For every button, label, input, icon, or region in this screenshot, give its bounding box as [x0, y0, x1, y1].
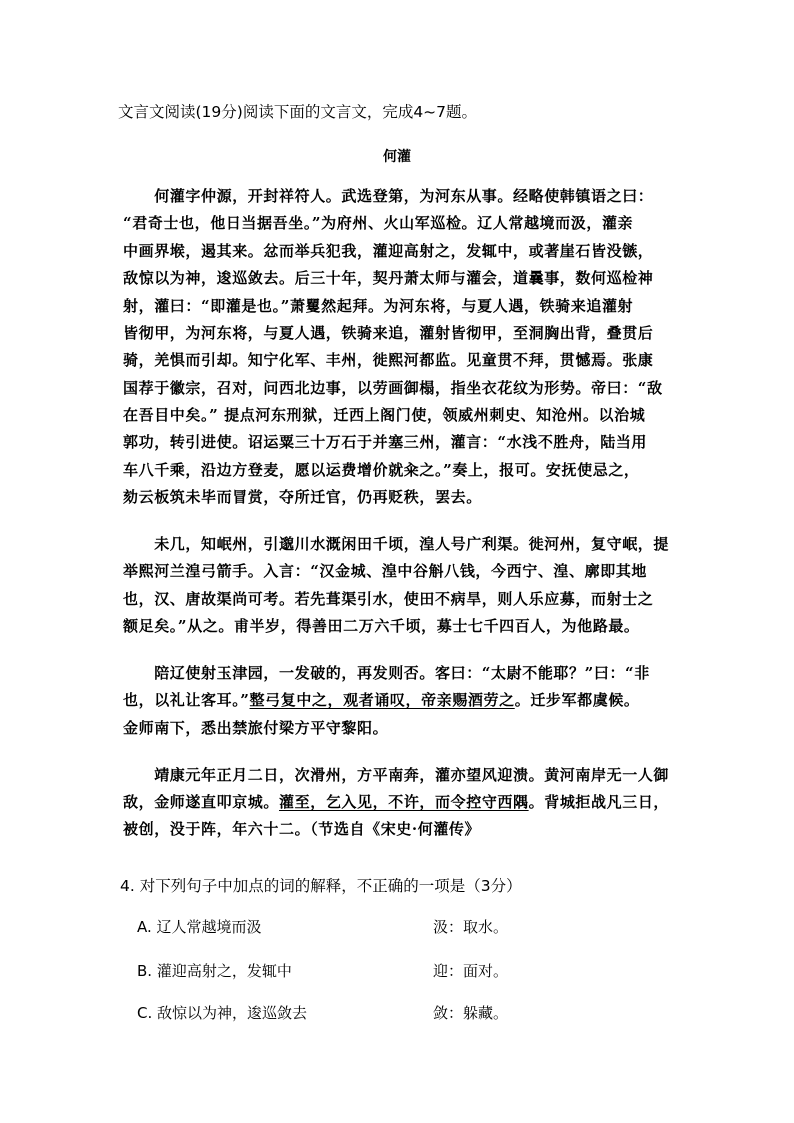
text-line: 骑，羌惧而引却。知宁化军、丰州，徙熙河都监。见童贯不拜，贯憾焉。张康 [123, 351, 654, 369]
text-line: 敌惊以为神，逡巡敛去。后三十年，契丹萧太师与灌会，道曩事，数何巡检神 [123, 269, 654, 287]
text-line: 在吾目中矣。” 提点河东刑狱，迁西上阁门使，领威州刺史、知沧州。以治城 [123, 406, 646, 424]
text-line: 射，灌曰：“即灌是也。”萧矍然起拜。为河东将，与夏人遇，铁骑来追灌射 [123, 297, 634, 315]
intro-line: 文言文阅读(19分)阅读下面的文言文，完成4~7题。 [118, 103, 478, 121]
text-line: 额足矣。”从之。甫半岁，得善田二万六千顷，募士七千四百人，为他路最。 [123, 617, 640, 635]
text-line: 何灌字仲源，开封祥符人。武选登第，为河东从事。经略使韩镇语之曰： [123, 187, 654, 205]
option-a-explain: 汲：取水。 [433, 918, 509, 936]
text-line [123, 689, 640, 710]
option-a-text: A. 辽人常越境而汲 [137, 918, 262, 936]
text-line: “君奇士也，他日当据吾坐。”为府州、火山军巡检。辽人常越境而汲，灌亲 [123, 214, 634, 232]
text-segment: 也，以礼让客耳。” [123, 691, 250, 709]
underlined-sentence: 灌至，乞入见，不许，而令控守西隅 [279, 793, 529, 811]
passage-title: 何灌 [383, 149, 411, 165]
text-line: 中画界堠，遏其来。忿而举兵犯我，灌迎高射之，发辄中，或著崖石皆没镞， [123, 242, 654, 260]
option-b-explain: 迎：面对。 [433, 962, 509, 980]
text-line: 陪辽使射玉津园，一发破的，再发则否。客曰：“太尉不能耶？”曰：“非 [123, 664, 650, 682]
text-segment: 敌，金师遂直叩京城。 [123, 793, 280, 811]
text-segment: 。迁步军都虞候。 [514, 691, 640, 709]
text-line: 也，汉、唐故渠尚可考。若先葺渠引水，使田不病旱，则人乐应募，而射士之 [123, 590, 654, 608]
text-line [123, 791, 669, 812]
text-line: 皆彻甲，为河东将，与夏人遇，铁骑来追，灌射皆彻甲，至洞胸出背，叠贯后 [123, 324, 654, 342]
text-line: 车八千乘，沿边方登麦，愿以运费增价就籴之。”奏上，报可。安抚使忌之， [123, 461, 640, 479]
text-line: 举熙河兰湟弓箭手。入言：“汉金城、湟中谷斛八钱，今西宁、湟、廓即其地 [123, 562, 648, 580]
option-c-text: C. 敌惊以为神，逡巡敛去 [137, 1004, 308, 1022]
question-stem: 4. 对下列句子中加点的词的解释，不正确的一项是（3分） [120, 877, 522, 895]
text-line: 未几，知岷州，引邈川水溉闲田千顷，湟人号广利渠。徙河州，复守岷，提 [123, 535, 670, 553]
option-b-text: B. 灌迎高射之，发辄中 [137, 962, 292, 980]
text-line: 国荐于徽宗，召对，问西北边事，以劳画御榻，指坐衣花纹为形势。帝曰：“敌 [123, 379, 663, 397]
option-c-explain: 敛：躲藏。 [433, 1004, 509, 1022]
text-line: 郭功，转引进使。诏运粟三十万石于并塞三州，灌言：“水浅不胜舟，陆当用 [123, 433, 648, 451]
text-line: 被创，没于阵，年六十二。（节选自《宋史·何灌传》 [123, 820, 481, 838]
text-line: 劾云板筑未毕而冒赏，夺所迁官，仍再贬秩，罢去。 [123, 488, 482, 506]
text-segment: 。背城拒战凡三日， [528, 793, 670, 811]
underlined-sentence: 整弓复中之，观者诵叹，帝亲赐酒劳之 [249, 691, 515, 709]
text-line: 金师南下，悉出禁旅付梁方平守黎阳。 [123, 719, 389, 737]
text-line: 靖康元年正月二日，次滑州，方平南奔，灌亦望风迎溃。黄河南岸无一人御 [123, 766, 670, 784]
